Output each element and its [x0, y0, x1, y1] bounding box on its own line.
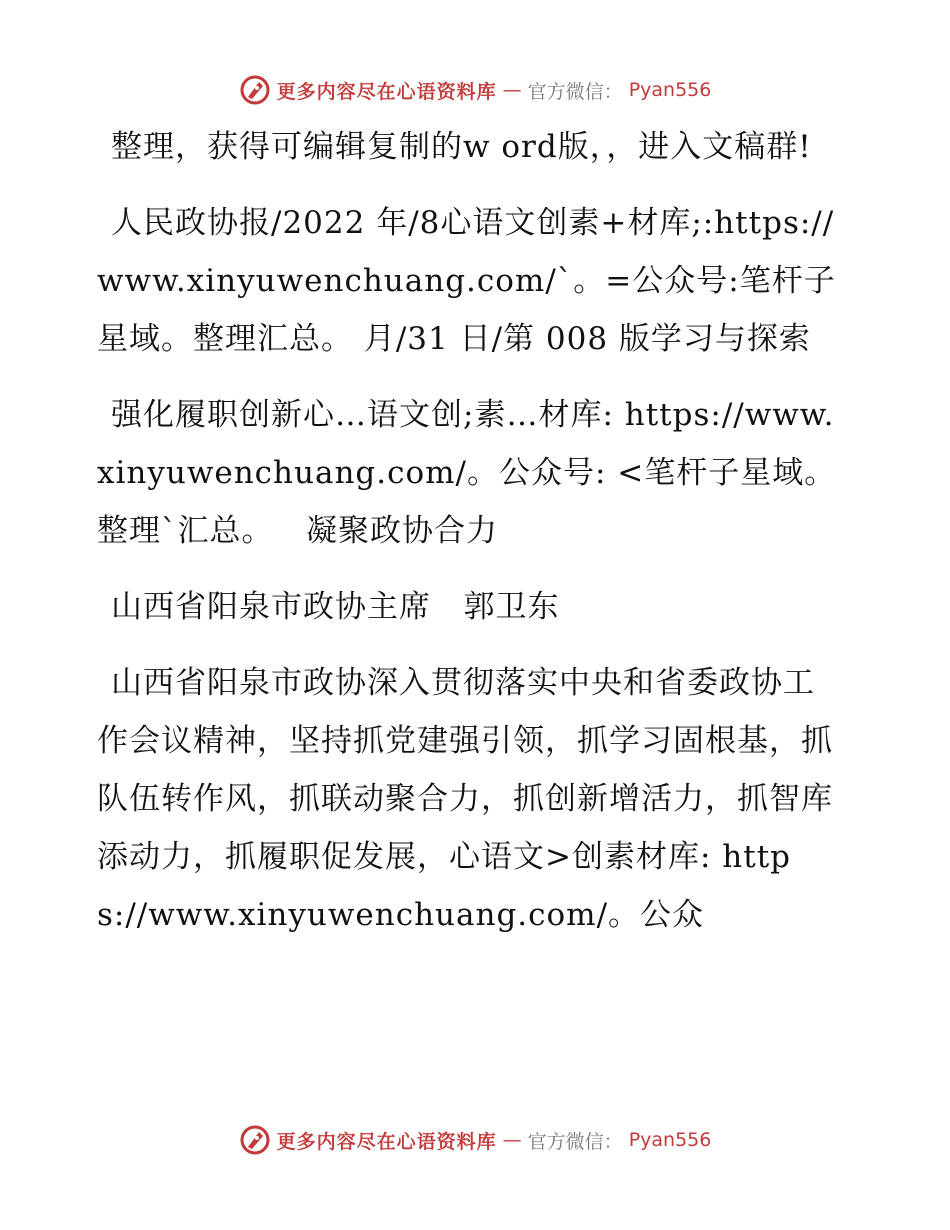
paragraph-text: 整理，获得可编辑复制的w ord版，，进入文稿群! — [111, 129, 812, 165]
paragraph-text: 山西省阳泉市政协主席 郭卫东 — [111, 589, 560, 625]
pen-nib-logo-icon — [239, 74, 271, 106]
document-body — [97, 118, 837, 962]
banner-title: 更多内容尽在心语资料库 — [276, 1130, 497, 1153]
paragraph-1 — [97, 118, 837, 176]
paragraph-text: 强化履职创新心…语文创;素…材库: https://www.xinyuwenchuang.com/。公众号: <笔杆子星域。整理`汇总。 凝聚政协合力 — [97, 397, 837, 549]
paragraph-5 — [97, 654, 837, 944]
pen-nib-logo-icon — [239, 1124, 271, 1156]
paragraph-text: 山西省阳泉市政协深入贯彻落实中央和省委政协工作会议精神，坚持抓党建强引领，抓学习固根基，抓队伍转作风，抓联动聚合力，抓创新增活力，抓智库添动力，抓履职促发展，心语文>创素材库: https://www.xinyuwenchuang.com/。公众 — [97, 665, 833, 933]
banner-wechat-id: Pyan556 — [628, 1129, 712, 1151]
paragraph-text: 人民政协报/2022 年/8心语文创素+材库;:https://www.xinyuwenchuang.com/`。=公众号:笔杆子星域。整理汇总。 月/31 日/第 008 版学习与探索 — [97, 205, 836, 357]
paragraph-4 — [97, 578, 837, 636]
banner-wechat-label: 官方微信： — [527, 80, 623, 103]
footer-banner — [0, 1120, 950, 1160]
banner-wechat-label: 官方微信： — [527, 1130, 623, 1153]
banner-dash: — — [502, 79, 522, 101]
banner-dash: — — [502, 1129, 522, 1151]
header-banner — [0, 70, 950, 110]
paragraph-2 — [97, 194, 837, 368]
paragraph-3 — [97, 386, 837, 560]
banner-wechat-id: Pyan556 — [628, 79, 712, 101]
banner-title: 更多内容尽在心语资料库 — [276, 80, 497, 103]
